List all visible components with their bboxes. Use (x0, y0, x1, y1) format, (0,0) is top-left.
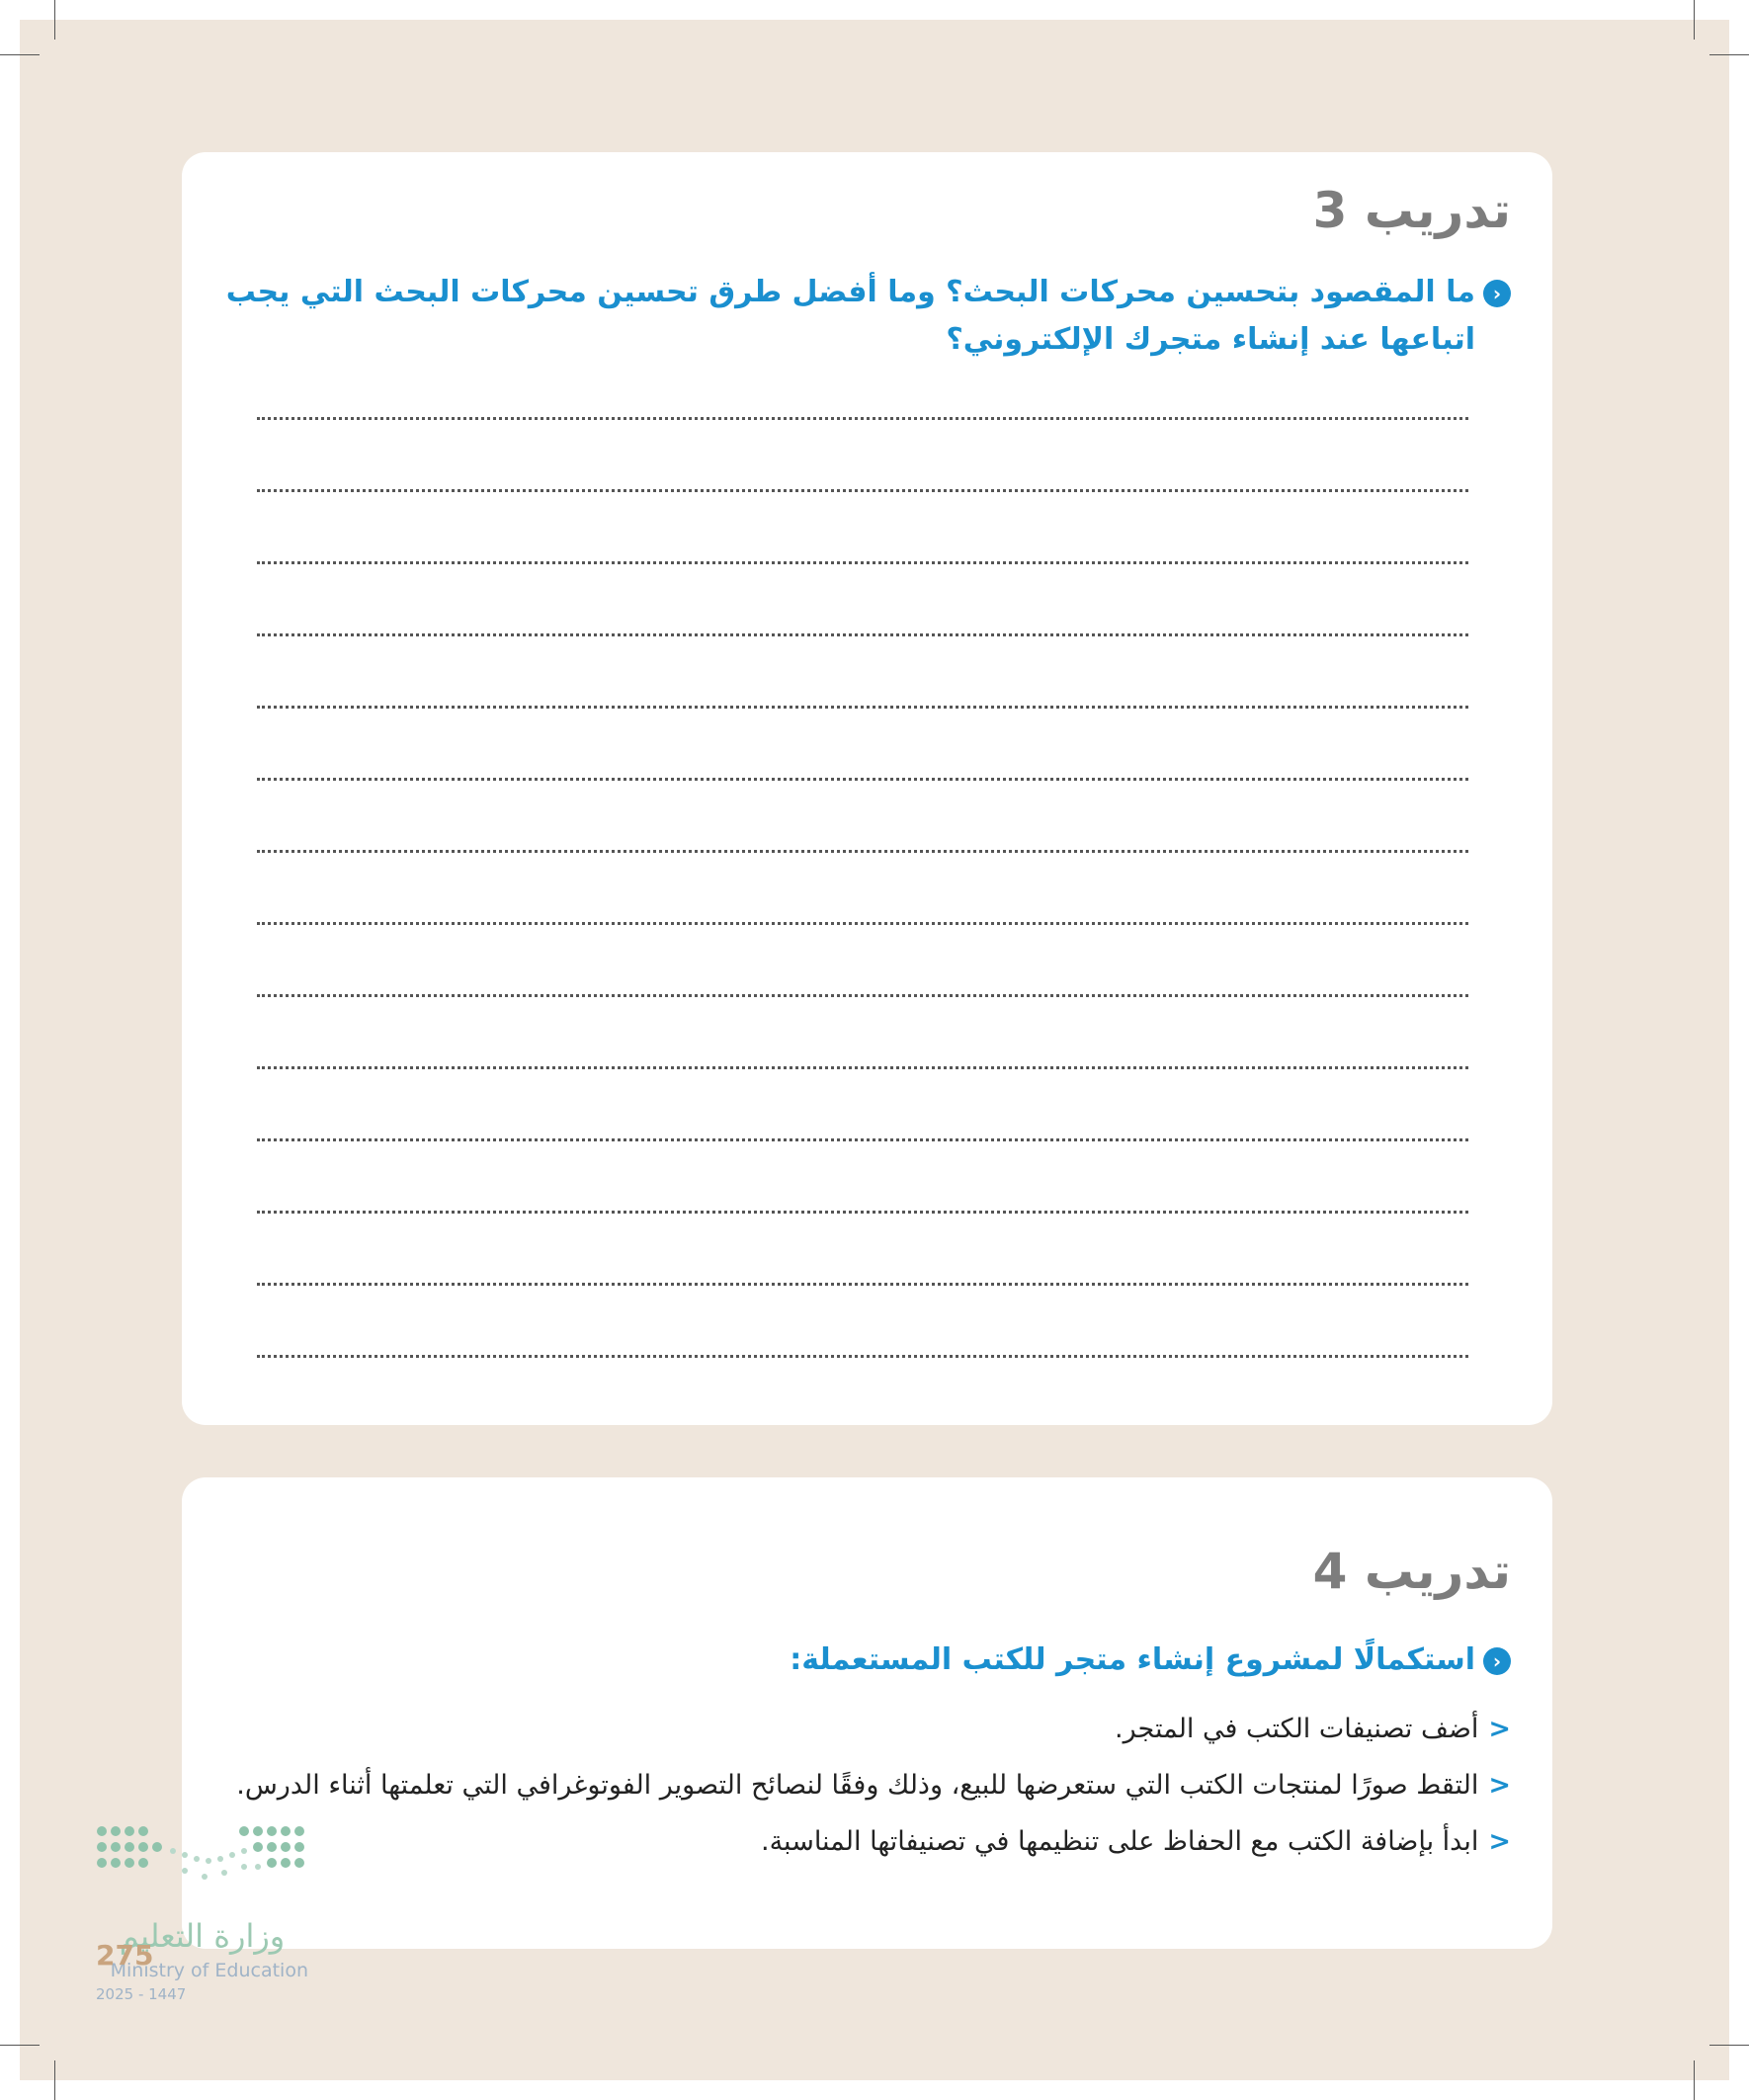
crop-mark (1709, 2045, 1749, 2046)
answer-line[interactable] (257, 922, 1468, 925)
task-text: أضف تصنيفات الكتب في المتجر. (1115, 1714, 1479, 1744)
exercise-4-card (182, 1477, 1552, 1949)
intro-text: استكمالًا لمشروع إنشاء متجر للكتب المستعملة: (790, 1642, 1475, 1677)
ministry-dots-logo-icon (96, 1823, 313, 1902)
crop-mark (1694, 0, 1695, 40)
chevron-left-icon: < (1488, 1826, 1511, 1857)
exercise-3-card (182, 152, 1552, 1425)
ministry-name-ar: وزارة التعليم (119, 1917, 286, 1955)
chevron-circle-icon: ‹ (1483, 1647, 1511, 1675)
crop-mark (54, 2060, 55, 2100)
answer-line[interactable] (257, 1138, 1468, 1141)
answer-line[interactable] (257, 1283, 1468, 1286)
answer-line[interactable] (257, 994, 1468, 997)
ministry-year: 2025 - 1447 (96, 1985, 187, 2003)
exercise-3-title: تدريب 3 (1312, 182, 1511, 239)
task-text: التقط صورًا لمنتجات الكتب التي ستعرضها للبيع، وذلك وفقًا لنصائح التصوير الفوتوغرافي التي تعلمتها أثناء الدرس. (236, 1770, 1479, 1801)
answer-line[interactable] (257, 1355, 1468, 1358)
answer-line[interactable] (257, 1066, 1468, 1069)
task-text: ابدأ بإضافة الكتب مع الحفاظ على تنظيمها في تصنيفاتها المناسبة. (760, 1826, 1479, 1857)
question-text-1: ما المقصود بتحسين محركات البحث؟ وما أفضل طرق تحسين محركات البحث التي يجب (225, 275, 1475, 309)
page-number: 275 (96, 1939, 154, 1972)
list-item (236, 1766, 1511, 1806)
answer-line[interactable] (257, 706, 1468, 709)
crop-mark (0, 54, 40, 55)
crop-mark (1694, 2060, 1695, 2100)
answer-line[interactable] (257, 778, 1468, 781)
crop-mark (54, 0, 55, 40)
answer-line[interactable] (257, 489, 1468, 492)
chevron-left-icon: < (1488, 1770, 1511, 1801)
answer-line[interactable] (257, 417, 1468, 420)
exercise-4-title: تدريب 4 (1312, 1543, 1511, 1600)
ministry-name-en: Ministry of Education (110, 1960, 308, 1981)
question-line-1 (226, 269, 1511, 316)
chevron-left-icon: < (1488, 1714, 1511, 1744)
crop-mark (0, 2045, 40, 2046)
exercise-4-intro (790, 1637, 1511, 1684)
question-line-2: اتباعها عند إنشاء متجرك الإلكتروني؟ (946, 322, 1475, 357)
list-item (236, 1822, 1511, 1862)
answer-line[interactable] (257, 561, 1468, 564)
task-list (236, 1710, 1511, 1879)
list-item (236, 1710, 1511, 1749)
answer-line[interactable] (257, 1211, 1468, 1214)
crop-mark (1709, 54, 1749, 55)
exercise-3-question (226, 269, 1511, 364)
ministry-logo (96, 1823, 313, 2001)
answer-line[interactable] (257, 850, 1468, 853)
answer-line[interactable] (257, 633, 1468, 636)
chevron-circle-icon: ‹ (1483, 280, 1511, 307)
